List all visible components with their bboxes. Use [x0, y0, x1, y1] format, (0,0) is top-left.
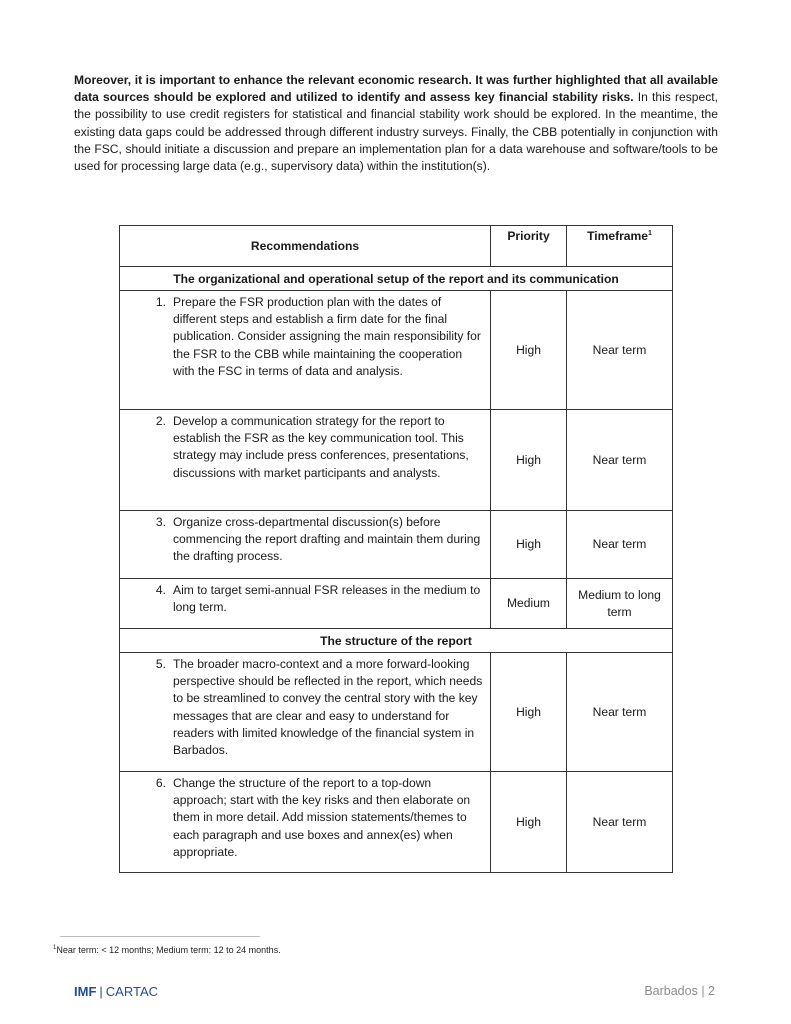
- recommendation-text: Change the structure of the report to a top-down approach; start with the key risks and then elaborate on them in more detail. Add mission statements/themes to each paragraph and use boxes and annex(es) when appropriate.: [173, 776, 471, 859]
- header-recommendations: Recommendations: [120, 226, 491, 267]
- table-row: [120, 291, 673, 410]
- recommendation-cell: [120, 291, 491, 410]
- intro-paragraph: [74, 72, 718, 175]
- table-row: [120, 410, 673, 511]
- recommendation-cell: [120, 511, 491, 579]
- section-row: [120, 629, 673, 653]
- recommendation-text: Prepare the FSR production plan with the dates of different steps and establish a firm date for the final publication. Consider assigning the main responsibility for the FSR to the CBB while maintaining the cooperation with the FSC in terms of data and analysis.: [173, 295, 481, 378]
- header-timeframe: [567, 226, 673, 267]
- recommendation-text: Aim to target semi-annual FSR releases in the medium to long term.: [173, 583, 481, 615]
- footnote-divider: [60, 936, 260, 937]
- section-title: The structure of the report: [120, 629, 673, 653]
- recommendation-cell: [120, 772, 491, 873]
- table-row: [120, 653, 673, 772]
- header-timeframe-label: Timeframe: [587, 229, 649, 243]
- timeframe-cell: Medium to long term: [567, 579, 673, 629]
- recommendation-cell: [120, 410, 491, 511]
- footnote: [53, 945, 281, 955]
- intro-bold-text: Moreover, it is important to enhance the relevant economic research. It was further highlighted that all available data sources should be explored and utilized to identify and assess key financial stability risks.: [74, 73, 718, 105]
- table-row: [120, 511, 673, 579]
- brand-imf: IMF: [74, 984, 97, 999]
- recommendation-number: 4.: [155, 583, 166, 597]
- recommendation-text: Develop a communication strategy for the report to establish the FSR as the key communication tool. This strategy may include press conferences, presentations, discussions with market participants and analysts.: [173, 414, 469, 480]
- timeframe-cell: Near term: [567, 653, 673, 772]
- priority-cell: High: [491, 511, 567, 579]
- brand-separator: |: [99, 984, 103, 999]
- recommendation-number: 1.: [155, 295, 166, 309]
- section-row: [120, 267, 673, 291]
- page-number: 2: [708, 984, 715, 998]
- priority-cell: High: [491, 653, 567, 772]
- recommendation-text: The broader macro-context and a more forward-looking perspective should be reflected in the report, which needs to be streamlined to convey the central story with the key messages that are clear and easy to understand for readers with limited knowledge of the financial system in Barbados.: [173, 657, 483, 758]
- page-label: [644, 984, 715, 998]
- recommendation-number: 2.: [155, 414, 166, 428]
- timeframe-cell: Near term: [567, 291, 673, 410]
- priority-cell: High: [491, 410, 567, 511]
- recommendation-cell: [120, 579, 491, 629]
- section-title: The organizational and operational setup of the report and its communication: [120, 267, 673, 291]
- recommendation-number: 3.: [155, 515, 166, 529]
- intro-normal-text: In this respect, the possibility to use credit registers for statistical and financial stability work should be explored. In the meantime, the existing data gaps could be addressed through different industry surveys. Finally, the CBB potentially in conjunction with the FSC, should initiate a discussion and prepare an implementation plan for a data warehouse and software/tools to be used for processing large data (e.g., supervisory data) within the institution(s).: [74, 90, 718, 174]
- recommendation-number: 6.: [155, 776, 166, 790]
- table-header-row: [120, 226, 673, 267]
- priority-cell: High: [491, 772, 567, 873]
- footer-brand: [74, 984, 158, 999]
- table-row: [120, 579, 673, 629]
- timeframe-cell: Near term: [567, 410, 673, 511]
- priority-cell: High: [491, 291, 567, 410]
- footnote-text: Near term: < 12 months; Medium term: 12 to 24 months.: [56, 945, 281, 955]
- footnote-reference: 1: [648, 229, 652, 237]
- recommendation-cell: [120, 653, 491, 772]
- recommendation-number: 5.: [155, 657, 166, 671]
- recommendations-table: [119, 225, 673, 873]
- page-country: Barbados: [644, 984, 698, 998]
- footnote-mark: 1: [53, 945, 57, 951]
- recommendation-text: Organize cross-departmental discussion(s) before commencing the report drafting and maintain them during the drafting process.: [173, 515, 481, 564]
- timeframe-cell: Near term: [567, 772, 673, 873]
- timeframe-cell: Near term: [567, 511, 673, 579]
- brand-org: CARTAC: [105, 984, 159, 999]
- table-row: [120, 772, 673, 873]
- header-priority: Priority: [491, 226, 567, 267]
- priority-cell: Medium: [491, 579, 567, 629]
- page-separator: |: [701, 984, 705, 998]
